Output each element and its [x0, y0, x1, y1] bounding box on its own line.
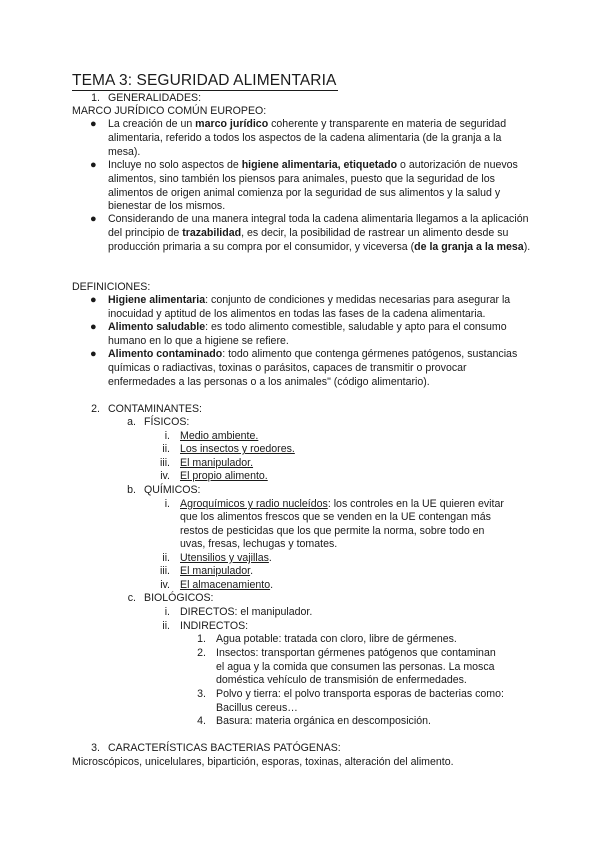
subsection-heading: QUÍMICOS: — [144, 484, 201, 496]
bullet-dot-icon: ● — [90, 213, 97, 225]
list-item: El manipulador. — [180, 457, 254, 469]
list-roman: i. — [164, 606, 170, 618]
section-heading: CARACTERÍSTICAS BACTERIAS PATÓGENAS: — [108, 742, 341, 754]
list-roman: iv. — [160, 470, 170, 482]
list-number: 3. — [197, 688, 206, 700]
definition-item: Alimento contaminado: todo alimento que contenga gérmenes patógenos, sustancias químicas o radiactivas, toxinas o parásitos, capaces de transmitir o provocar enfermedades a las personas o a los animales" (código alimentario). — [108, 348, 518, 388]
section-number: 1. — [91, 92, 100, 104]
list-item: El propio alimento. — [180, 470, 268, 482]
list-roman: ii. — [162, 443, 170, 455]
list-item: Medio ambiente. — [180, 430, 259, 442]
list-item: Utensilios y vajillas. — [180, 552, 272, 564]
list-letter: a. — [127, 416, 136, 428]
bullet-dot-icon: ● — [90, 118, 97, 130]
list-roman: iii. — [159, 457, 170, 469]
list-roman: i. — [164, 498, 170, 510]
bullet-paragraph: La creación de un marco jurídico coherente y transparente en materia de seguridad alimentaria, referido a todos los aspectos de la cadena alimentaria (de la granja a la mesa). — [108, 118, 507, 158]
definition-item: Higiene alimentaria: conjunto de condiciones y medidas necesarias para asegurar la inocuidad y aptitud de los alimentos en todas las fases de la cadena alimentaria. — [108, 294, 511, 320]
list-item: Polvo y tierra: el polvo transporta esporas de bacterias como: Bacillus cereus… — [216, 688, 504, 714]
list-item: DIRECTOS: el manipulador. — [180, 606, 313, 618]
list-roman: i. — [164, 430, 170, 442]
list-roman: ii. — [162, 620, 170, 632]
list-number: 4. — [197, 715, 206, 727]
bullet-dot-icon: ● — [90, 294, 97, 306]
bullet-paragraph: Considerando de una manera integral toda la cadena alimentaria llegamos a la aplicación del principio de trazabilidad, es decir, la posibilidad de rastrear un alimento desde su producción primaria a su compra por el consumidor, y viceversa (de la granja a la mesa). — [108, 213, 531, 253]
definition-item: Alimento saludable: es todo alimento comestible, saludable y apto para el consumo humano en lo que a higiene se refiere. — [108, 321, 507, 347]
list-item: Basura: materia orgánica en descomposición. — [216, 715, 431, 727]
bullet-dot-icon: ● — [90, 348, 97, 360]
list-letter: b. — [127, 484, 136, 496]
list-number: 2. — [197, 647, 206, 659]
bullet-dot-icon: ● — [90, 159, 97, 171]
list-letter: c. — [127, 592, 136, 604]
list-number: 1. — [197, 633, 206, 645]
subsection-heading: BIOLÓGICOS: — [144, 592, 214, 604]
list-item: INDIRECTOS: — [180, 620, 249, 632]
page-title: TEMA 3: SEGURIDAD ALIMENTARIA — [72, 72, 337, 89]
bullet-paragraph: Incluye no solo aspectos de higiene alimentaria, etiquetado o autorización de nuevos alimentos, sino también los piensos para animales, puesto que la seguridad de los alimentos de origen animal comienza por la seguridad de sus alimentos y la salud y bienestar de los mismos. — [108, 159, 518, 213]
list-item: Los insectos y roedores. — [180, 443, 295, 455]
list-roman: ii. — [162, 552, 170, 564]
list-roman: iii. — [159, 565, 170, 577]
section-heading: CONTAMINANTES: — [108, 403, 202, 415]
list-item: El manipulador. — [180, 565, 254, 577]
section-number: 2. — [91, 403, 100, 415]
subsection-heading: FÍSICOS: — [144, 416, 190, 428]
list-item: El almacenamiento. — [180, 579, 274, 591]
subheading: MARCO JURÍDICO COMÚN EUROPEO: — [72, 105, 267, 117]
list-item: Agua potable: tratada con cloro, libre de gérmenes. — [216, 633, 457, 645]
bullet-dot-icon: ● — [90, 321, 97, 333]
list-item: Agroquímicos y radio nucleídos: los controles en la UE quieren evitar que los alimentos frescos que se venden en la UE contengan más restos de pesticidas que los que permite la norma, sobre todo en uvas, fresas, lechugas y tomates. — [180, 498, 504, 551]
definitions-heading: DEFINICIONES: — [72, 281, 151, 293]
section-text: Microscópicos, unicelulares, bipartición, esporas, toxinas, alteración del alimento. — [72, 756, 454, 768]
list-item: Insectos: transportan gérmenes patógenos que contaminan el agua y la comida que consumen las personas. La mosca doméstica vehículo de transmisión de enfermedades. — [216, 647, 496, 687]
section-number: 3. — [91, 742, 100, 754]
section-heading: GENERALIDADES: — [108, 92, 202, 104]
list-roman: iv. — [160, 579, 170, 591]
